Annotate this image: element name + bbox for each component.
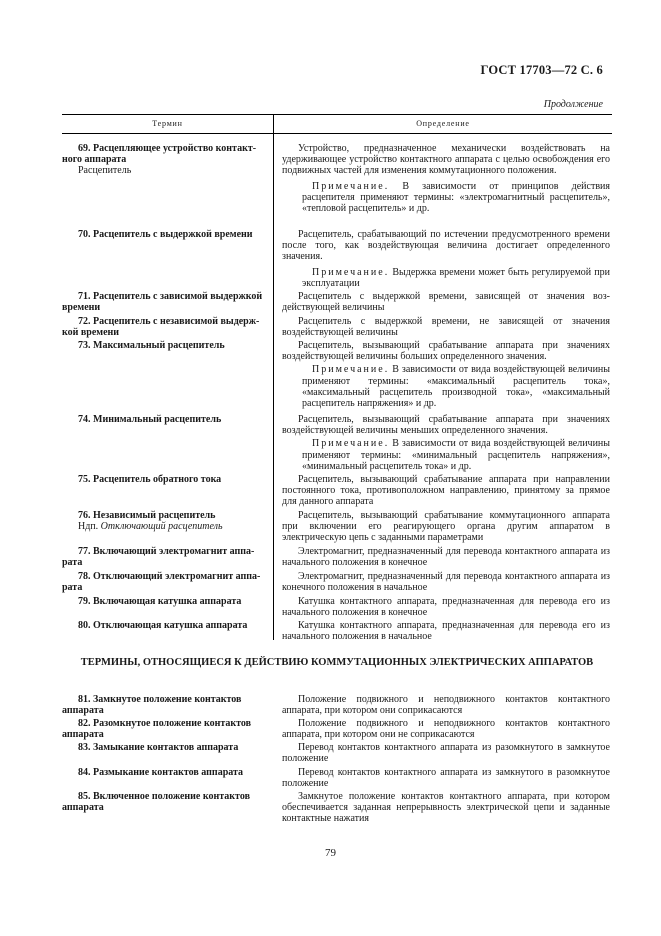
definition-text: Положение подвижного и неподвижного контактов контактного аппарата, при котором они соприкасаются bbox=[282, 694, 610, 717]
continuation-label: Продолжение bbox=[543, 99, 603, 110]
term-cell bbox=[62, 742, 268, 753]
term-label: 69. Расцепляющее устройство контактного аппарата bbox=[62, 143, 257, 166]
definition-cell bbox=[282, 229, 610, 289]
definition-text: Расцепитель, вызывающий срабатывание аппарата при значениях воздействующей величины меньших определенного значения. bbox=[282, 414, 610, 437]
definition-text: Перевод контактов контактного аппарата из замкнутого в разомкнутое положение bbox=[282, 767, 610, 790]
term-label: 78. Отключающий электромагнит аппарата bbox=[62, 571, 261, 594]
term-cell bbox=[62, 510, 268, 532]
definition-cell bbox=[282, 546, 610, 568]
term-deprecated-synonym bbox=[62, 521, 268, 532]
definition-text: Устройство, предназначенное механически воздействовать на удерживающее устройство контактного аппарата с целью освобождения его подвижных частей для изменения коммутационного положения. bbox=[282, 143, 610, 177]
definition-text: Расцепитель с выдержкой времени, не зависящей от значения воздействующей величины bbox=[282, 316, 610, 339]
definition-cell bbox=[282, 791, 610, 825]
definition-note bbox=[282, 181, 610, 215]
definition-text: Расцепитель, вызывающий срабатывание коммутационного аппарата при включении его реагирующего органа другим аппаратом в электрическую цепь с заданными параметрами bbox=[282, 510, 610, 544]
term-cell bbox=[62, 474, 268, 485]
definition-cell bbox=[282, 596, 610, 618]
standard-header: ГОСТ 17703—72 С. 6 bbox=[480, 63, 603, 77]
definition-cell bbox=[282, 718, 610, 740]
definition-cell bbox=[282, 620, 610, 642]
definition-cell bbox=[282, 694, 610, 716]
definition-text: Расцепитель с выдержкой времени, зависящей от значения воздействующей величины bbox=[282, 291, 610, 314]
term-label: 72. Расцепитель с независимой выдержкой времени bbox=[62, 316, 260, 339]
note-text: В зависимости от вида воздействующей величины применяют термины: «минимальный расцепитель напряжения», «минимальный расцепитель тока» и др. bbox=[302, 438, 611, 472]
term-cell bbox=[62, 596, 268, 607]
note-heading: Примечание. bbox=[312, 438, 390, 450]
definition-cell bbox=[282, 767, 610, 789]
definition-text: Расцепитель, вызывающий срабатывание аппарата при значениях воздействующей величины больших определенного значения. bbox=[282, 340, 610, 363]
term-cell bbox=[62, 316, 268, 338]
term-cell bbox=[62, 414, 268, 425]
page-number: 79 bbox=[325, 847, 336, 859]
term-label: 74. Минимальный расцепитель bbox=[78, 414, 222, 425]
note-heading: Примечание. bbox=[312, 364, 390, 376]
term-label: 82. Разомкнутое положение контактов аппарата bbox=[62, 718, 252, 741]
definition-note bbox=[282, 364, 610, 409]
definition-cell bbox=[282, 316, 610, 338]
note-heading: Примечание. bbox=[312, 180, 390, 192]
definition-cell bbox=[282, 474, 610, 508]
term-label: 73. Максимальный расцепитель bbox=[78, 340, 225, 351]
note-text: В зависимости от принципов действия расцепителя применяют термины: «электромагнитный расцепитель», «тепловой расцепитель» и др. bbox=[302, 180, 610, 215]
definition-text: Положение подвижного и неподвижного контактов контактного аппарата, при котором они не соприкасаются bbox=[282, 718, 610, 741]
column-definition-header: Определение bbox=[416, 119, 470, 128]
term-cell bbox=[62, 620, 268, 631]
table-header bbox=[62, 114, 612, 134]
definition-cell bbox=[282, 143, 610, 214]
definition-cell bbox=[282, 340, 610, 409]
term-label: 70. Расцепитель с выдержкой времени bbox=[78, 229, 253, 240]
definition-text: Расцепитель, срабатывающий по истечении предусмотренного времени после того, как воздействующая величина достигает определенного значения. bbox=[282, 229, 610, 263]
definition-note bbox=[282, 438, 610, 472]
term-cell bbox=[62, 571, 268, 593]
definition-cell bbox=[282, 742, 610, 764]
definition-cell bbox=[282, 414, 610, 472]
term-cell bbox=[62, 791, 268, 813]
term-label: 71. Расцепитель с зависимой выдержкой времени bbox=[62, 291, 263, 314]
note-text: Выдержка времени может быть регулируемой при эксплуатации bbox=[302, 266, 610, 289]
term-cell bbox=[62, 694, 268, 716]
term-cell bbox=[62, 767, 268, 778]
definition-text: Катушка контактного аппарата, предназначенная для перевода его из начального положения в начальное bbox=[282, 620, 610, 643]
term-cell bbox=[62, 229, 268, 240]
term-label: 81. Замкнутое положение контактов аппарата bbox=[62, 694, 242, 717]
term-cell bbox=[62, 546, 268, 568]
column-term-header: Термин bbox=[152, 119, 183, 128]
definition-note bbox=[282, 267, 610, 289]
term-label: 85. Включенное положение контактов аппарата bbox=[62, 791, 250, 814]
term-cell bbox=[62, 340, 268, 351]
deprecated-prefix: Ндп. bbox=[78, 521, 99, 533]
definition-cell bbox=[282, 510, 610, 544]
definition-text: Катушка контактного аппарата, предназначенная для перевода его из начального положения в конечное bbox=[282, 596, 610, 619]
definition-text: Электромагнит, предназначенный для перевода контактного аппарата из начального положения в конечное bbox=[282, 546, 610, 569]
note-text: В зависимости от вида воздействующей величины применяют термины: «максимальный расцепитель тока», «максимальный расцепитель производной тока», «максимальный расцепитель напряжения» и др. bbox=[302, 364, 611, 410]
term-cell bbox=[62, 143, 268, 177]
section-title: ТЕРМИНЫ, ОТНОСЯЩИЕСЯ К ДЕЙСТВИЮ КОММУТАЦИОННЫХ ЭЛЕКТРИЧЕСКИХ АППАРАТОВ bbox=[80, 657, 594, 668]
term-synonym: Расцепитель bbox=[78, 165, 132, 177]
definition-text: Электромагнит, предназначенный для перевода контактного аппарата из конечного положения в начальное bbox=[282, 571, 610, 594]
column-divider bbox=[273, 132, 274, 640]
note-heading: Примечание. bbox=[312, 266, 390, 278]
term-label: 84. Размыкание контактов аппарата bbox=[78, 767, 244, 778]
term-cell bbox=[62, 718, 268, 740]
term-label: 76. Независимый расцепитель bbox=[78, 510, 216, 521]
term-label: 79. Включающая катушка аппарата bbox=[78, 596, 242, 607]
term-label: 80. Отключающая катушка аппарата bbox=[78, 620, 248, 631]
definition-cell bbox=[282, 571, 610, 593]
term-cell bbox=[62, 291, 268, 313]
definition-text: Перевод контактов контактного аппарата из разомкнутого в замкнутое положение bbox=[282, 742, 610, 765]
definition-text: Расцепитель, вызывающий срабатывание аппарата при направлении постоянного тока, противоположном направлению, принятому за прямое для данного аппарата bbox=[282, 474, 610, 508]
term-label: 77. Включающий электромагнит аппарата bbox=[62, 546, 255, 569]
term-label: 83. Замыкание контактов аппарата bbox=[78, 742, 239, 753]
deprecated-term: Отключающий расцепитель bbox=[100, 521, 223, 533]
term-label: 75. Расцепитель обратного тока bbox=[78, 474, 222, 485]
definition-text: Замкнутое положение контактов контактного аппарата, при котором обеспечивается заданная непрерывность электрической цепи и заданные контактные нажатия bbox=[282, 791, 610, 825]
definition-cell bbox=[282, 291, 610, 313]
